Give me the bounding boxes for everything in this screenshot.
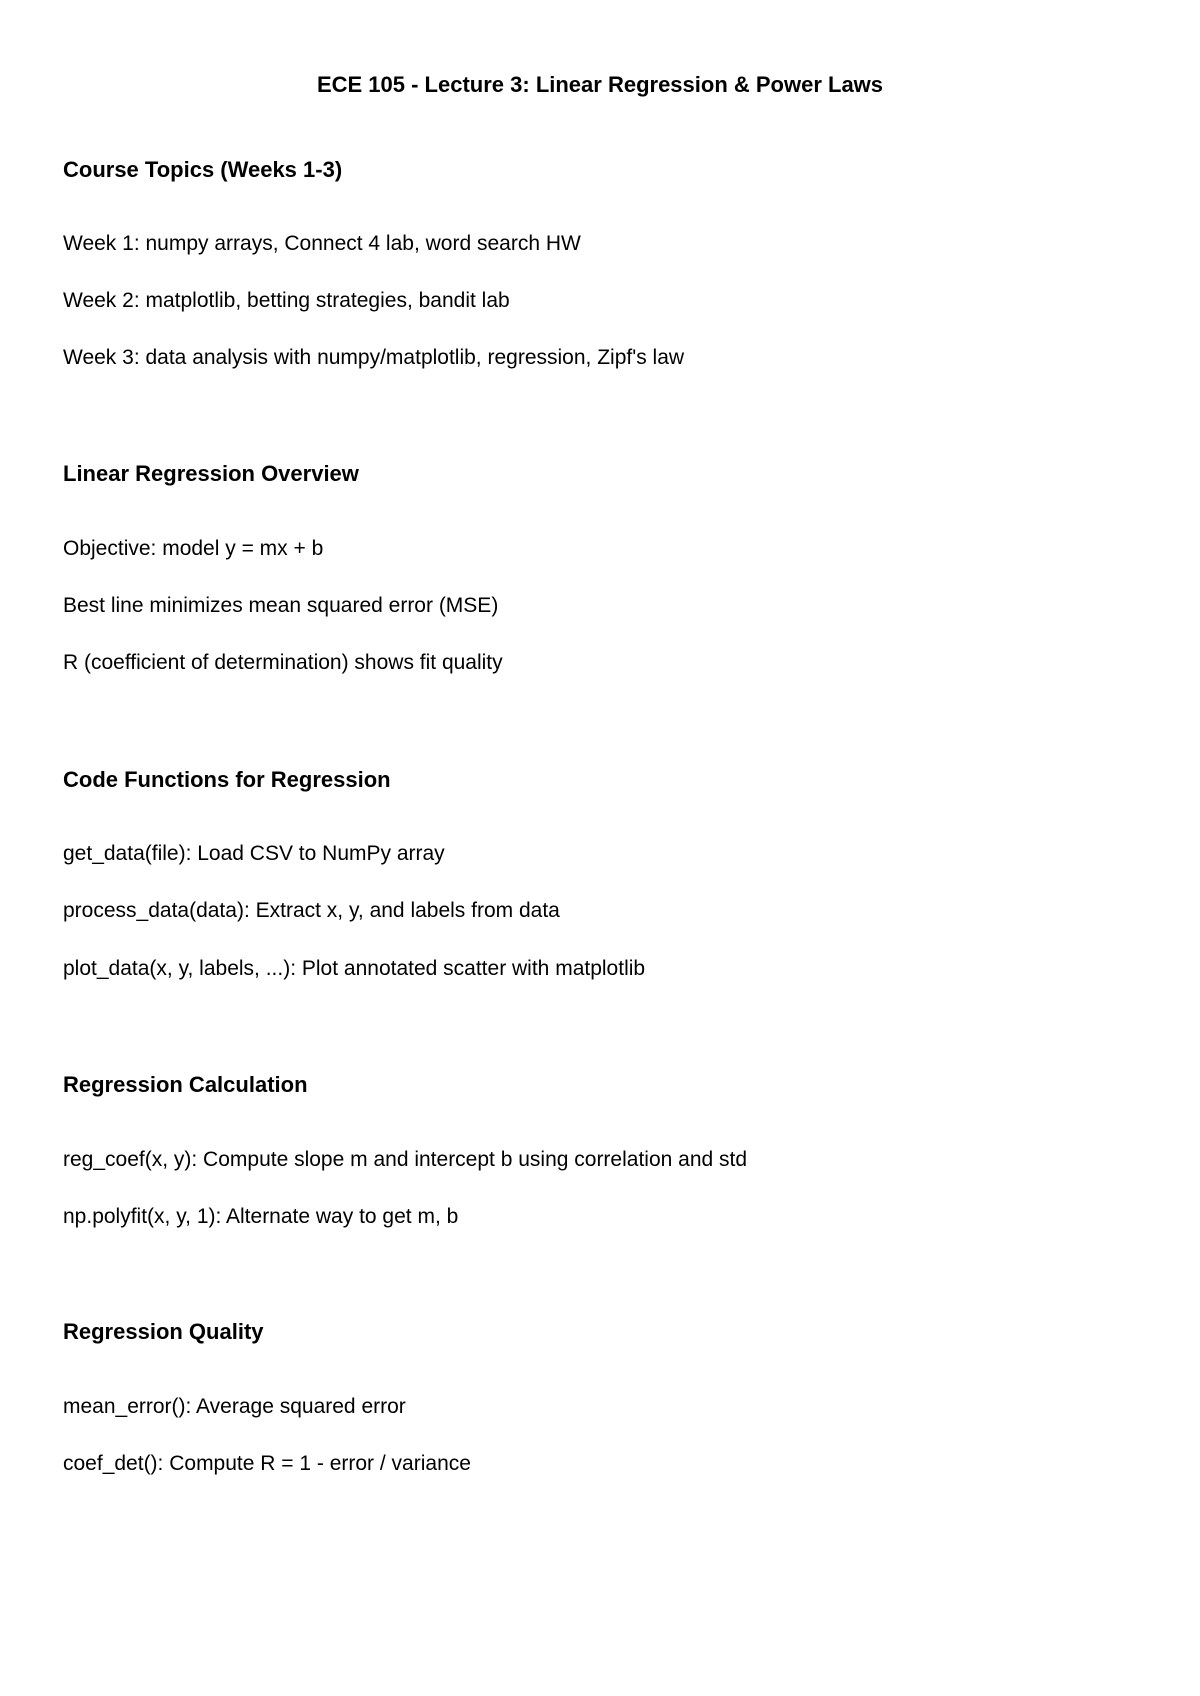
section-heading: Course Topics (Weeks 1-3)	[63, 157, 343, 182]
text-line: Week 2: matplotlib, betting strategies, bandit lab	[63, 289, 510, 312]
text-line: np.polyfit(x, y, 1): Alternate way to get m, b	[63, 1205, 459, 1228]
text-line: Week 3: data analysis with numpy/matplotlib, regression, Zipf's law	[63, 346, 685, 369]
text-line: Week 1: numpy arrays, Connect 4 lab, word search HW	[63, 232, 581, 255]
text-line: Objective: model y = mx + b	[63, 537, 324, 560]
text-line: R (coefficient of determination) shows fit quality	[63, 651, 503, 674]
text-line: get_data(file): Load CSV to NumPy array	[63, 842, 445, 865]
section-linear-regression-overview	[63, 459, 1143, 674]
section-heading: Code Functions for Regression	[63, 767, 391, 792]
section-heading: Regression Quality	[63, 1319, 264, 1344]
text-line: process_data(data): Extract x, y, and labels from data	[63, 899, 560, 922]
section-regression-quality	[63, 1317, 1143, 1475]
section-course-topics	[63, 155, 1143, 369]
text-line: reg_coef(x, y): Compute slope m and intercept b using correlation and std	[63, 1148, 748, 1171]
section-heading: Regression Calculation	[63, 1072, 308, 1097]
text-line: plot_data(x, y, labels, ...): Plot annotated scatter with matplotlib	[63, 957, 646, 980]
section-heading: Linear Regression Overview	[63, 461, 359, 486]
section-code-functions	[63, 765, 1143, 980]
text-line: Best line minimizes mean squared error (MSE)	[63, 594, 499, 617]
document-title: ECE 105 - Lecture 3: Linear Regression & Power Laws	[316, 72, 884, 97]
text-line: coef_det(): Compute R = 1 - error / variance	[63, 1452, 471, 1475]
section-regression-calculation	[63, 1070, 1143, 1228]
text-line: mean_error(): Average squared error	[63, 1395, 406, 1418]
